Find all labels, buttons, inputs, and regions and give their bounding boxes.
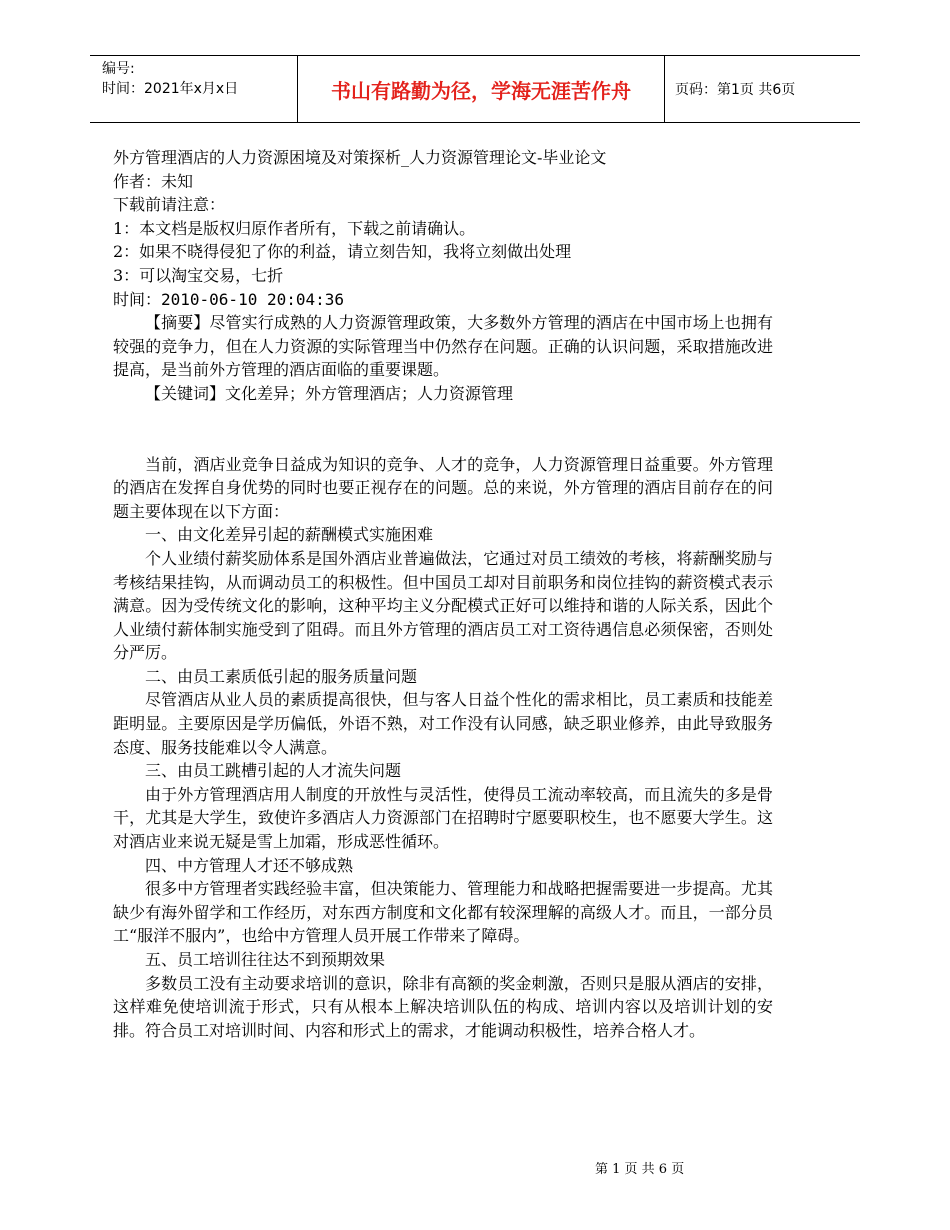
document-body <box>113 146 773 1042</box>
footer-page-number: 第 1 页 共 6 页 <box>595 1162 685 1177</box>
article-time: 时间：2010-06-10 20:04:36 <box>113 289 345 309</box>
section-4-body: 很多中方管理者实践经验丰富，但决策能力、管理能力和战略把握需要进一步提高。尤其缺少有海外留学和工作经历，对东西方制度和文化都有较深理解的高级人才。而且，一部分员工“服洋不服内”，也给中方管理人员开展工作带来了障碍。 <box>113 879 773 946</box>
header-page-number: 页码：第1页 共6页 <box>675 82 796 98</box>
article-author: 作者：未知 <box>113 171 194 191</box>
motto-text: 书山有路勤为径，学海无涯苦作舟 <box>331 78 631 103</box>
section-1-body: 个人业绩付薪奖励体系是国外酒店业普遍做法，它通过对员工绩效的考核，将薪酬奖励与考核结果挂钩，从而调动员工的积极性。但中国员工却对目前职务和岗位挂钩的薪资模式表示满意。因为受传统文化的影响，这种平均主义分配模式正好可以维持和谐的人际关系，因此个人业绩付薪体制实施受到了阻碍。而且外方管理的酒店员工对工资待遇信息必须保密，否则处分严厉。 <box>113 548 773 663</box>
notice-item-1: 1：本文档是版权归原作者所有，下载之前请确认。 <box>113 218 476 238</box>
abstract: 【摘要】尽管实行成熟的人力资源管理政策，大多数外方管理的酒店在中国市场上也拥有较强的竞争力，但在人力资源的实际管理当中仍然存在问题。正确的认识问题，采取措施改进提高，是当前外方管理的酒店面临的重要课题。 <box>113 313 773 380</box>
section-2-body: 尽管酒店从业人员的素质提高很快，但与客人日益个性化的需求相比，员工素质和技能差距明显。主要原因是学历偏低，外语不熟，对工作没有认同感，缺乏职业修养，由此导致服务态度、服务技能难以令人满意。 <box>113 690 773 757</box>
section-3-body: 由于外方管理酒店用人制度的开放性与灵活性，使得员工流动率较高，而且流失的多是骨干，尤其是大学生，致使许多酒店人力资源部门在招聘时宁愿要职校生，也不愿要大学生。这对酒店业来说无疑是雪上加霜，形成恶性循环。 <box>113 784 773 852</box>
spacer <box>113 406 773 453</box>
header-time: 时间：2021年x月x日 <box>102 81 239 97</box>
notice-item-2: 2：如果不晓得侵犯了你的利益，请立刻告知，我将立刻做出处理 <box>113 242 572 262</box>
notice-heading: 下载前请注意： <box>113 195 226 215</box>
notice-item-3: 3：可以淘宝交易，七折 <box>113 265 284 285</box>
header-page-info <box>665 56 860 122</box>
keywords: 【关键词】文化差异；外方管理酒店；人力资源管理 <box>145 383 514 403</box>
section-5-body: 多数员工没有主动要求培训的意识，除非有高额的奖金刺激，否则只是服从酒店的安排，这样难免使培训流于形式，只有从根本上解决培训队伍的构成、培训内容以及培训计划的安排。符合员工对培训时间、内容和形式上的需求，才能调动积极性，培养合格人才。 <box>113 973 773 1040</box>
header-motto <box>297 56 665 122</box>
section-5-title: 五、员工培训往往达不到预期效果 <box>145 950 386 969</box>
article-title: 外方管理酒店的人力资源困境及对策探析_人力资源管理论文-毕业论文 <box>113 148 607 167</box>
section-3-title: 三、由员工跳槽引起的人才流失问题 <box>145 761 402 781</box>
page-footer <box>595 1158 684 1177</box>
doc-number-label: 编号: <box>102 61 135 77</box>
page-header <box>90 55 860 123</box>
intro-paragraph: 当前，酒店业竞争日益成为知识的竞争、人才的竞争，人力资源管理日益重要。外方管理的酒店在发挥自身优势的同时也要正视存在的问题。总的来说，外方管理的酒店目前存在的问题主要体现在以下方面： <box>113 454 773 521</box>
header-meta <box>90 56 297 122</box>
section-4-title: 四、中方管理人才还不够成熟 <box>145 855 354 875</box>
section-1-title: 一、由文化差异引起的薪酬模式实施困难 <box>145 525 434 545</box>
section-2-title: 二、由员工素质低引起的服务质量问题 <box>145 666 418 686</box>
